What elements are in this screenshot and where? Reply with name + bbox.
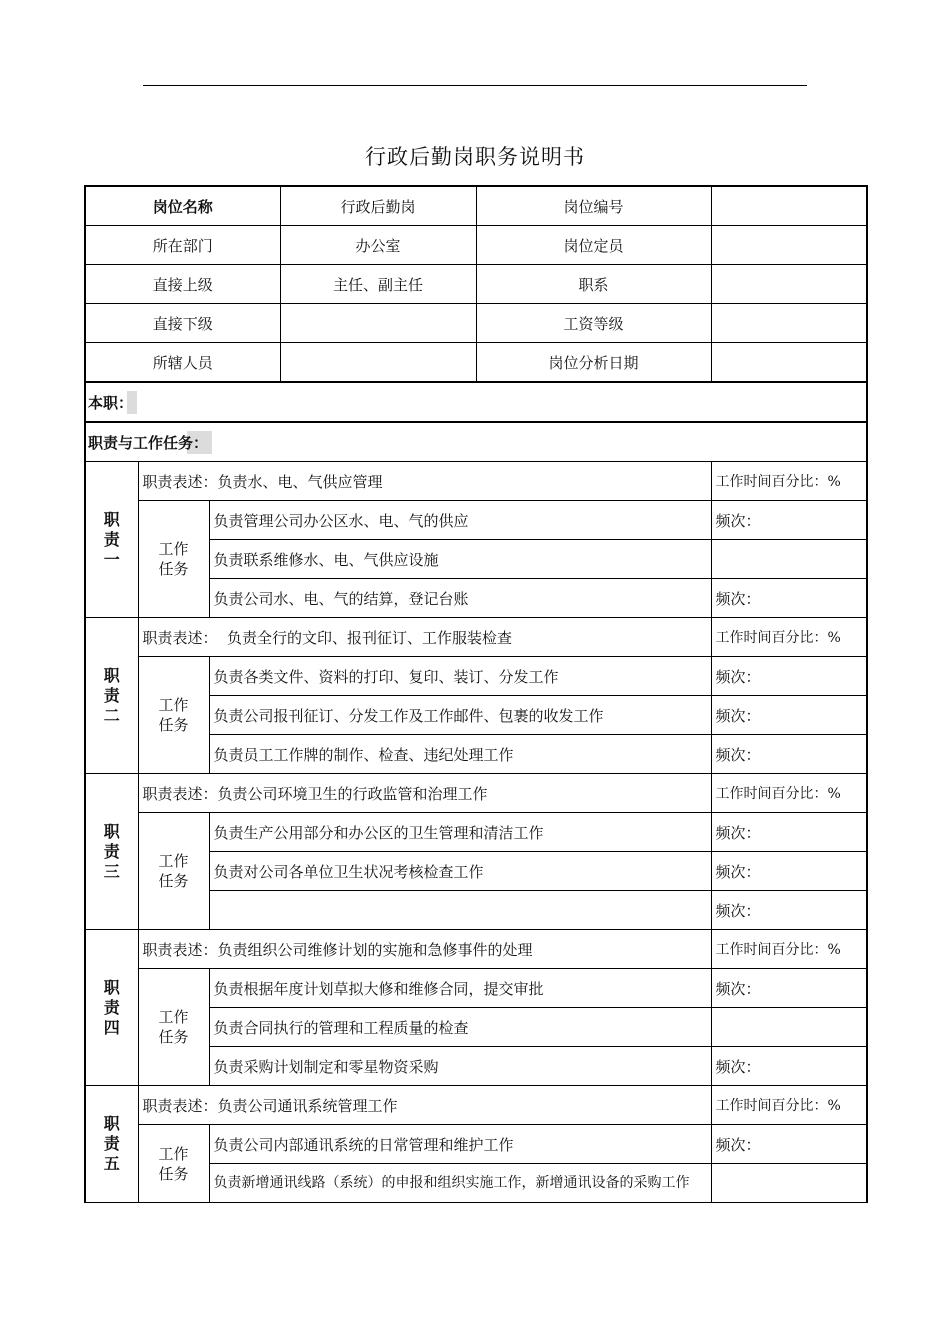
task-label-text: 工作任务: [158, 1144, 189, 1183]
duty-title-text: 职责四: [103, 977, 120, 1037]
task-frequency: 频次：: [711, 501, 867, 540]
label-analysis-date: 岗位分析日期: [476, 343, 711, 383]
task-label: [138, 813, 209, 930]
info-row: [85, 186, 867, 226]
duty-title-text: 职责一: [103, 509, 120, 569]
duty-statement-row: [85, 1086, 867, 1125]
section-role-cell: [85, 382, 867, 422]
task-row: [85, 1125, 867, 1164]
duty-statement: 职责表述：负责水、电、气供应管理: [138, 462, 711, 501]
section-row: [85, 422, 867, 462]
task-label: [138, 501, 209, 618]
duty-statement: 职责表述： 负责全行的文印、报刊征订、工作服装检查: [138, 618, 711, 657]
time-percent: 工作时间百分比：%: [711, 774, 867, 813]
task-label: [138, 1125, 209, 1203]
job-description-table: [84, 185, 868, 1203]
label-department: 所在部门: [85, 226, 280, 265]
time-percent: 工作时间百分比：%: [711, 618, 867, 657]
value-job-family: [711, 265, 867, 304]
task-frequency: [711, 1008, 867, 1047]
task-label-text: 工作任务: [158, 696, 189, 734]
section-duties-label: 职责与工作任务：: [86, 431, 212, 454]
duty-title-text: 职责三: [103, 821, 120, 881]
value-headcount: [711, 226, 867, 265]
section-role-label: 本职：: [86, 391, 137, 414]
duty-statement-row: [85, 462, 867, 501]
time-percent: 工作时间百分比：%: [711, 462, 867, 501]
duty-statement-row: [85, 774, 867, 813]
task-frequency: 频次：: [711, 657, 867, 696]
value-direct-superior: 主任、副主任: [280, 265, 476, 304]
duty-statement: 职责表述：负责组织公司维修计划的实施和急修事件的处理: [138, 930, 711, 969]
label-staff-managed: 所辖人员: [85, 343, 280, 383]
label-position-name: 岗位名称: [85, 186, 280, 226]
task-row: [85, 501, 867, 540]
task-frequency: 频次：: [711, 735, 867, 774]
duty-statement: 职责表述：负责公司通讯系统管理工作: [138, 1086, 711, 1125]
info-row: [85, 343, 867, 383]
duty-statement-row: [85, 618, 867, 657]
task-label: [138, 657, 209, 774]
task-text: 负责公司内部通讯系统的日常管理和维护工作: [209, 1125, 711, 1164]
time-percent: 工作时间百分比：%: [711, 1086, 867, 1125]
task-row: [85, 969, 867, 1008]
task-text: 负责员工工作牌的制作、检查、违纪处理工作: [209, 735, 711, 774]
duty-title: [85, 618, 138, 774]
task-text: [209, 891, 711, 930]
duty-title: [85, 774, 138, 930]
document-title: 行政后勤岗职务说明书: [365, 145, 585, 169]
value-staff-managed: [280, 343, 476, 383]
task-row: [85, 813, 867, 852]
duty-title: [85, 462, 138, 618]
time-percent: 工作时间百分比：%: [711, 930, 867, 969]
task-frequency: 频次：: [711, 891, 867, 930]
value-analysis-date: [711, 343, 867, 383]
task-label-text: 工作任务: [158, 1008, 189, 1046]
duty-title-text: 职责二: [103, 665, 120, 725]
task-text: 负责对公司各单位卫生状况考核检查工作: [209, 852, 711, 891]
value-position-name: 行政后勤岗: [280, 186, 476, 226]
task-text: 负责管理公司办公区水、电、气的供应: [209, 501, 711, 540]
task-text: 负责公司报刊征订、分发工作及工作邮件、包裹的收发工作: [209, 696, 711, 735]
task-frequency: 频次：: [711, 1125, 867, 1164]
duty-statement-row: [85, 930, 867, 969]
task-text: 负责联系维修水、电、气供应设施: [209, 540, 711, 579]
label-direct-subordinate: 直接下级: [85, 304, 280, 343]
task-frequency: [711, 1164, 867, 1203]
label-headcount: 岗位定员: [476, 226, 711, 265]
label-direct-superior: 直接上级: [85, 265, 280, 304]
duty-title-text: 职责五: [103, 1114, 120, 1173]
task-text: 负责合同执行的管理和工程质量的检查: [209, 1008, 711, 1047]
info-row: [85, 265, 867, 304]
task-frequency: 频次：: [711, 969, 867, 1008]
task-text: 负责生产公用部分和办公区的卫生管理和清洁工作: [209, 813, 711, 852]
value-department: 办公室: [280, 226, 476, 265]
task-frequency: 频次：: [711, 813, 867, 852]
header-rule: [143, 85, 807, 86]
task-text: 负责根据年度计划草拟大修和维修合同，提交审批: [209, 969, 711, 1008]
task-text: 负责各类文件、资料的打印、复印、装订、分发工作: [209, 657, 711, 696]
duty-title: [85, 1086, 138, 1203]
label-position-code: 岗位编号: [476, 186, 711, 226]
section-row: [85, 382, 867, 422]
value-salary-grade: [711, 304, 867, 343]
task-frequency: 频次：: [711, 1047, 867, 1086]
duty-statement: 职责表述：负责公司环境卫生的行政监管和治理工作: [138, 774, 711, 813]
task-text: 负责采购计划制定和零星物资采购: [209, 1047, 711, 1086]
task-text: 负责公司水、电、气的结算，登记台账: [209, 579, 711, 618]
task-row: [85, 657, 867, 696]
value-position-code: [711, 186, 867, 226]
task-label-text: 工作任务: [158, 852, 189, 890]
label-salary-grade: 工资等级: [476, 304, 711, 343]
task-label: [138, 969, 209, 1086]
duty-title: [85, 930, 138, 1086]
info-row: [85, 304, 867, 343]
task-frequency: [711, 540, 867, 579]
task-label-text: 工作任务: [158, 540, 189, 578]
task-text: 负责新增通讯线路（系统）的申报和组织实施工作，新增通讯设备的采购工作: [209, 1164, 711, 1203]
section-duties-cell: [85, 422, 867, 462]
value-direct-subordinate: [280, 304, 476, 343]
task-frequency: 频次：: [711, 696, 867, 735]
label-job-family: 职系: [476, 265, 711, 304]
task-frequency: 频次：: [711, 579, 867, 618]
info-row: [85, 226, 867, 265]
task-frequency: 频次：: [711, 852, 867, 891]
